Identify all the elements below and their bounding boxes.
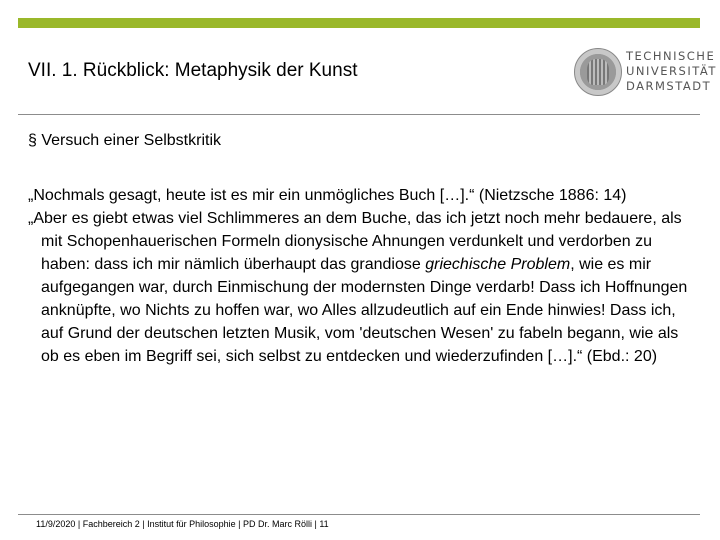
logo-line: UNIVERSITÄT	[626, 64, 717, 78]
footer-text: 11/9/2020 | Fachbereich 2 | Institut für Philosophie | PD Dr. Marc Rölli | 11	[36, 519, 329, 529]
footer-divider	[18, 514, 700, 515]
quote-paragraph	[28, 207, 698, 368]
bullet-marker: §	[28, 132, 37, 149]
quote-text: , wie es mir aufgegangen war, durch Einmischung der modernsten Dinge verdarb! Dass ich Hoffnungen anknüpfte, wo Nichts zu hoffen war, wo Alles allzudeutlich auf ein Ende hinwies! Dass ich, auf Grund der deutschen letzten Musik, vom 'deutschen Wesen' zu fabeln begann, wie als ob es eben im Begriff sei, sich selbst zu entdecken und wiederzufinden […].“ (Ebd.: 20)	[41, 256, 688, 365]
bullet-text: Versuch einer Selbstkritik	[41, 132, 221, 149]
quote-text: „Aber es giebt etwas viel Schlimmeres an dem Buche, das ich jetzt noch mehr bedauere, als mit Schopenhauerischen Formeln dionysische Ahnungen verdunkelt und verdorben zu haben: dass ich mir nämlich überhaupt das grandiose	[28, 210, 682, 273]
logo-line: TECHNISCHE	[626, 49, 716, 63]
logo-text	[626, 49, 717, 94]
slide-title: VII. 1. Rückblick: Metaphysik der Kunst	[28, 60, 358, 81]
accent-bar	[18, 18, 700, 28]
header-divider	[18, 114, 700, 115]
logo-line: DARMSTADT	[626, 79, 712, 93]
quote-body	[28, 184, 698, 368]
university-logo	[566, 42, 717, 104]
quote-paragraph: „Nochmals gesagt, heute ist es mir ein unmögliches Buch […].“ (Nietzsche 1886: 14)	[28, 187, 627, 204]
seal-icon	[574, 48, 622, 96]
quote-emphasis: griechische Problem	[425, 256, 571, 273]
section-bullet	[28, 132, 221, 150]
